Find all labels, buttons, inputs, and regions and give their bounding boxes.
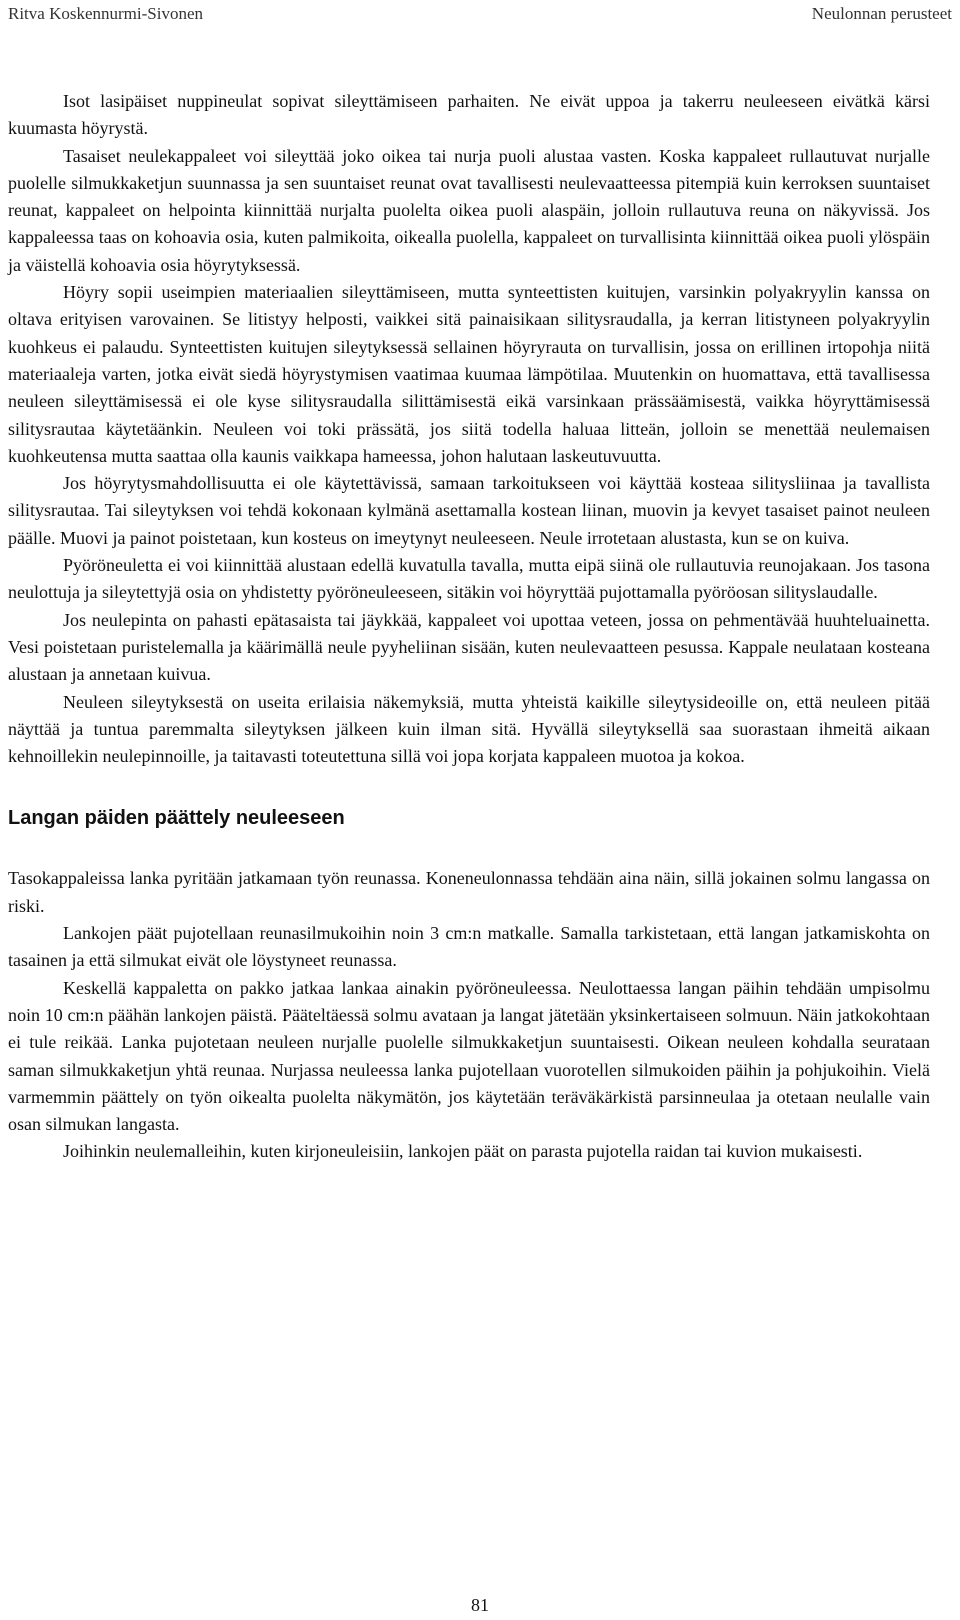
paragraph: Tasaiset neulekappaleet voi sileyttää joko oikea tai nurja puoli alustaa vasten. Koska kappaleet rullautuvat nurjalle puolelle silmukkaketjun suunnassa ja sen suuntaiset reunat ovat tavallisesti neulevaatteessa pitempiä kuin kerroksen suuntaiset reunat, kappaleet on helpointa kiinnittää nurjalta puolelta oikea puoli alaspäin, jolloin rullautuva reuna on näkyvissä. Jos kappaleessa taas on kohoavia osia, kuten palmikoita, oikealla puolella, kappaleet on turvallisinta kiinnittää oikea puoli ylöspäin ja väistellä kohoavia osia höyrytyksessä. <box>8 145 930 275</box>
paragraph: Tasokappaleissa lanka pyritään jatkamaan työn reunassa. Koneneulonnassa tehdään aina näin, sillä jokainen solmu langassa on riski. <box>8 868 930 916</box>
paragraph: Joihinkin neulemalleihin, kuten kirjoneuleisiin, lankojen päät on parasta pujotella raidan tai kuvion mukaisesti. <box>63 1141 863 1162</box>
running-header <box>8 4 952 24</box>
paragraph: Pyöröneuletta ei voi kiinnittää alustaan edellä kuvatulla tavalla, mutta eipä siinä ole rullautuvia reunojakaan. Jos tasona neulottuja ja sileytettyjä osia on yhdistetty pyöröneuleeseen, sitäkin voi höyryttää pujottamalla pyöröosan silityslaudalle. <box>8 555 930 603</box>
page-body <box>8 88 930 1166</box>
paragraph: Neuleen sileytyksestä on useita erilaisia näkemyksiä, mutta yhteistä kaikille sileytysideoille on, että neuleen pitää näyttää ja tuntua paremmalta sileytyksen jälkeen kuin ilman sitä. Hyvällä sileytyksellä saa suorastaan ihmeitä aikaan kehnoillekin neulepinnoille, ja taitavasti toteutettuna sillä voi jopa korjata kappaleen muotoa ja kokoa. <box>8 691 930 767</box>
header-author: Ritva Koskennurmi-Sivonen <box>8 4 204 23</box>
paragraph: Keskellä kappaletta on pakko jatkaa lankaa ainakin pyöröneuleessa. Neulottaessa langan päihin tehdään umpisolmu noin 10 cm:n päähän lankojen päistä. Pääteltäessä solmu avataan ja langat jätetään yksinkertaiseen solmuun. Näin jatkokohtaan ei tule reikää. Lanka pujotetaan neuleen nurjalle puolelle silmukkaketjun suuntaisesti. Oikean neuleen kohdalla seurataan saman silmukkaketjun yhtä reunaa. Nurjassa neuleessa lanka pujotellaan vuorotellen silmukoiden päihin ja pohjukoihin. Vielä varmemmin päättely on työn oikealta puolelta näkymätön, jos käytetään teräväkärkistä parsinneulaa ja otetaan neulalle vain osan silmukan langasta. <box>8 977 930 1135</box>
page-number: 81 <box>471 1595 489 1615</box>
paragraph: Lankojen päät pujotellaan reunasilmukoihin noin 3 cm:n matkalle. Samalla tarkistetaan, että langan jatkamiskohta on tasainen ja että silmukat eivät ole löystyneet reunassa. <box>8 923 930 971</box>
header-title: Neulonnan perusteet <box>811 4 952 23</box>
section-heading: Langan päiden päättely neuleeseen <box>8 807 345 830</box>
paragraph: Jos neulepinta on pahasti epätasaista tai jäykkää, kappaleet voi upottaa veteen, jossa on pehmentävää huuhteluainetta. Vesi poistetaan puristelemalla ja käärimällä neule pyyheliinan sisään, kuten neulevaatteen pesussa. Kappale neulataan kosteana alustaan ja annetaan kuivua. <box>8 609 930 685</box>
paragraph: Höyry sopii useimpien materiaalien sileyttämiseen, mutta synteettisten kuitujen, varsinkin polyakryylin kanssa on oltava erityisen varovainen. Se litistyy helposti, vaikkei sitä painaisikaan silitysraudalla, ja kerran litistyneen polyakryylin kuohkeus ei palaudu. Synteettisten kuitujen sileytyksessä sellainen höyryrauta on turvallisin, jossa on erillinen irtopohja niitä materiaaleja varten, jotka eivät siedä höyrystymisen vaatimaa kuumaa lämpötilaa. Muutenkin on huomattava, että tavallisessa neuleen sileyttämisessä ei ole kyse silitysraudalla silittämisestä eikä varsinkaan prässäämisestä, vaikka höyryttämisessä silitysrautaa käytetäänkin. Neuleen voi toki prässätä, jos siitä todella haluaa litteän, jolloin se menettää neulemaisen kuohkeutensa mutta saattaa olla kaunis vaikkapa hameessa, johon halutaan laskeutuvuutta. <box>8 282 930 466</box>
paragraph: Jos höyrytysmahdollisuutta ei ole käytettävissä, samaan tarkoitukseen voi käyttää kosteaa silitysliinaa ja tavallista silitysrautaa. Tai sileytyksen voi tehdä kokonaan kylmänä asettamalla kostean liinan, muovin ja kevyet tasaiset painot neuleen päälle. Muovi ja painot poistetaan, kun kosteus on imeytynyt neuleeseen. Neule irrotetaan alustasta, kun se on kuiva. <box>8 473 930 548</box>
paragraph: Isot lasipäiset nuppineulat sopivat sileyttämiseen parhaiten. Ne eivät uppoa ja takerru neuleeseen eivätkä kärsi kuumasta höyrystä. <box>8 91 930 139</box>
